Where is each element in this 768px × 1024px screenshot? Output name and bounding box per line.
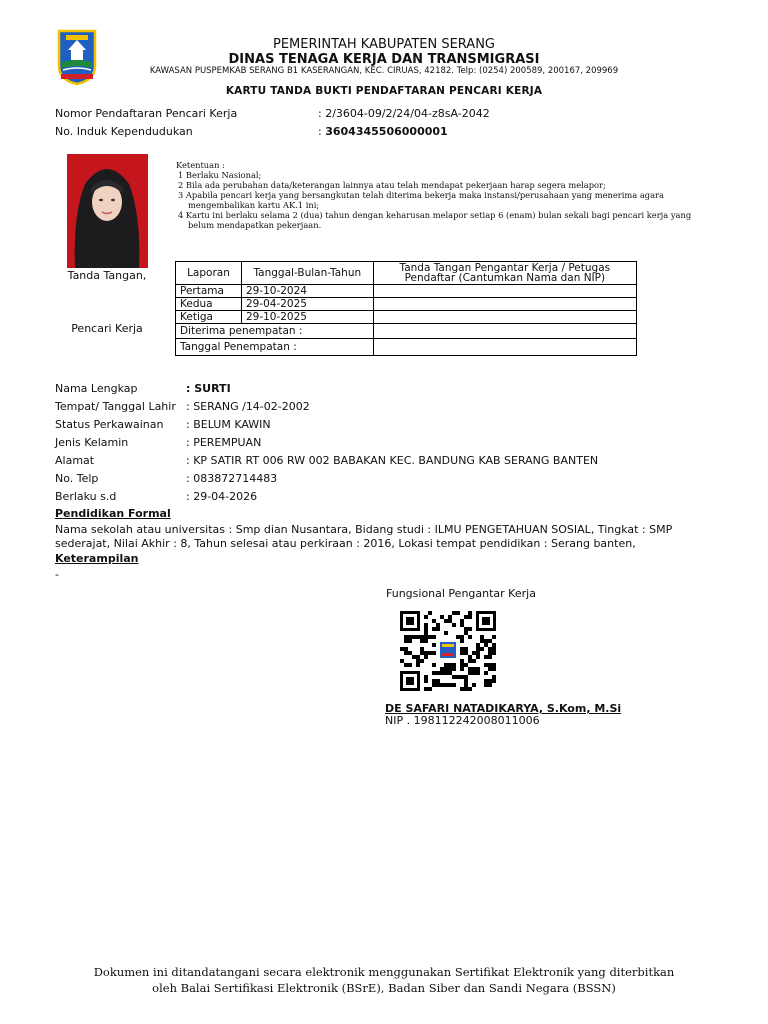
report-signature-cell [373, 324, 636, 339]
table-row [176, 298, 637, 311]
report-label: Ketiga [176, 311, 242, 324]
nik-value-row [318, 125, 448, 138]
report-signature-cell [373, 285, 636, 298]
signatory-nip: NIP . 198112242008011006 [385, 714, 540, 727]
placement-accepted: Diterima penempatan : [176, 324, 374, 339]
full-name-label: Nama Lengkap [55, 382, 138, 395]
address-value: : KP SATIR RT 006 RW 002 BABAKAN KEC. BANDUNG KAB SERANG BANTEN [186, 454, 599, 467]
nik-label: No. Induk Kependudukan [55, 125, 193, 138]
nik-value: 3604345506000001 [325, 125, 448, 138]
report-date: 29-04-2025 [241, 298, 373, 311]
report-signature-cell [373, 298, 636, 311]
report-table [175, 261, 637, 356]
footer-line1: Dokumen ini ditandatangani secara elektronik menggunakan Sertifikat Elektronik yang diterbitkan [93, 965, 675, 979]
signatory-name: DE SAFARI NATADIKARYA, S.Kom, M.Si [385, 702, 622, 715]
table-row [176, 285, 637, 298]
nik-colon: : [318, 125, 322, 138]
report-label: Kedua [176, 298, 242, 311]
provisions-title: Ketentuan : [176, 160, 225, 170]
report-table-header [176, 262, 637, 285]
footer-note [40, 964, 728, 996]
report-signature-cell [373, 339, 636, 356]
marital-label: Status Perkawainan [55, 418, 164, 431]
valid-until-value: : 29-04-2026 [186, 490, 258, 503]
header-government: PEMERINTAH KABUPATEN SERANG [273, 37, 495, 52]
full-name-value: : SURTI [186, 382, 231, 395]
report-label: Pertama [176, 285, 242, 298]
table-row [176, 311, 637, 324]
education-text: Nama sekolah atau universitas : Smp dian Nusantara, Bidang studi : ILMU PENGETAHUAN SOSIAL, Tingkat : SMP sederajat, Nilai Akhir : 8, Tahun selesai atau perkiraan : 2016, Lokasi tempat pendidikan : Serang banten, [55, 523, 673, 550]
skills-title: Keterampilan [55, 552, 139, 565]
marital-value: : BELUM KAWIN [186, 418, 271, 431]
header-tanda-tangan: Tanda Tangan Pengantar Kerja / Petugas Pendaftar (Cantumkan Nama dan NIP) [373, 262, 636, 285]
placement-date: Tanggal Penempatan : [176, 339, 374, 356]
report-date: 29-10-2024 [241, 285, 373, 298]
header-laporan: Laporan [176, 262, 242, 285]
footer-line2: oleh Balai Sertifikasi Elektronik (BSrE), Badan Siber dan Sandi Negara (BSSN) [152, 981, 616, 995]
applicant-photo [67, 154, 148, 268]
phone-value: : 083872714483 [186, 472, 278, 485]
table-row [176, 324, 637, 339]
qr-code-icon [400, 611, 496, 691]
card-title: KARTU TANDA BUKTI PENDAFTARAN PENCARI KERJA [225, 85, 543, 97]
header-tanggal: Tanggal-Bulan-Tahun [241, 262, 373, 285]
provision-item: 3 Apabila pencari kerja yang bersangkutan telah diterima bekerja maka instansi/perusahaan yang menerima agara mengembalikan kartu AK.1 ini; [178, 190, 664, 210]
registration-number-label: Nomor Pendaftaran Pencari Kerja [55, 107, 238, 120]
table-row [176, 339, 637, 356]
header-agency: DINAS TENAGA KERJA DAN TRANSMIGRASI [228, 52, 540, 67]
signature-label-line2: Pencari Kerja [71, 322, 143, 335]
signatory-role: Fungsional Pengantar Kerja [386, 587, 536, 600]
skills-value: - [55, 568, 59, 581]
birth-value: : SERANG /14-02-2002 [186, 400, 310, 413]
provisions-block [176, 160, 716, 230]
gender-value: : PEREMPUAN [186, 436, 262, 449]
report-signature-cell [373, 311, 636, 324]
phone-label: No. Telp [55, 472, 99, 485]
provision-item: 2 Bila ada perubahan data/keterangan lainnya atau telah mendapat pekerjaan harap segera melapor; [178, 180, 606, 190]
header-address: KAWASAN PUSPEMKAB SERANG B1 KASERANGAN, KEC. CIRUAS, 42182. Telp: (0254) 200589, 200167, 209969 [149, 66, 619, 76]
provision-item: 4 Kartu ini berlaku selama 2 (dua) tahun dengan keharusan melapor setiap 6 (enam) bulan sekali bagi pencari kerja yang belum mendapatkan pekerjaan. [178, 210, 692, 230]
valid-until-label: Berlaku s.d [55, 490, 117, 503]
birth-label: Tempat/ Tanggal Lahir [55, 400, 176, 413]
registration-number-value: : 2/3604-09/2/24/04-z8sA-2042 [318, 107, 490, 120]
provision-item: 1 Berlaku Nasional; [178, 170, 262, 180]
education-title: Pendidikan Formal [55, 507, 171, 520]
signature-label-line1: Tanda Tangan, [67, 269, 147, 282]
gender-label: Jenis Kelamin [55, 436, 129, 449]
address-label: Alamat [55, 454, 95, 467]
report-date: 29-10-2025 [241, 311, 373, 324]
